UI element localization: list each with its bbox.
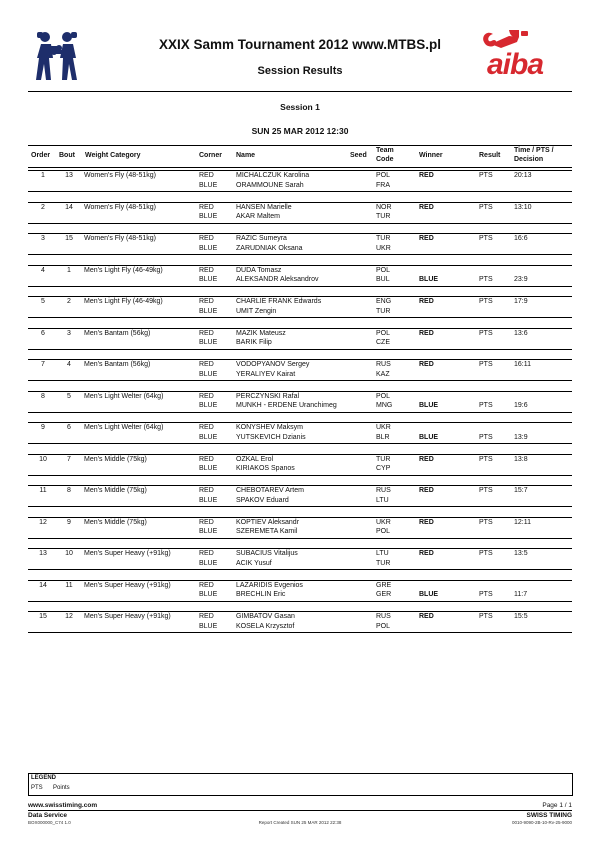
bout-winner: RED (419, 518, 434, 526)
blue-team: CZE (376, 339, 390, 346)
bout-weight-category: Men's Light Welter (64kg) (84, 392, 164, 400)
bout-number: 2 (67, 298, 71, 305)
red-team: POL (376, 329, 391, 337)
bout-winner: RED (419, 172, 434, 179)
bout-order: 1 (41, 172, 45, 179)
bout-row (28, 359, 572, 381)
legend-title: LEGEND (31, 775, 57, 781)
blue-team: POL (376, 528, 391, 535)
bout-weight-category: Men's Light Welter (64kg) (84, 424, 164, 431)
col-order: Order (31, 152, 51, 159)
bout-order: 7 (41, 361, 45, 368)
red-name: VODOPYANOV Sergey (236, 361, 310, 368)
red-corner: RED (199, 266, 214, 274)
blue-team: UKR (376, 244, 391, 252)
bout-weight-category: Women's Fly (48-51kg) (84, 172, 157, 179)
bout-result: PTS (479, 298, 493, 305)
blue-name: ZARUDNIAK Oksana (236, 244, 303, 252)
blue-corner: BLUE (199, 181, 218, 189)
bout-result: PTS (479, 235, 493, 242)
bout-number: 9 (67, 518, 71, 526)
col-corner: Corner (199, 152, 222, 159)
bout-score: 17:9 (514, 298, 528, 305)
red-name: KONYSHEV Maksym (236, 424, 303, 431)
blue-name: KOSELA Krzysztof (236, 622, 295, 630)
bout-score: 13:6 (514, 329, 528, 337)
aiba-logo-wordmark: aiba (487, 48, 544, 81)
bout-result: PTS (479, 613, 493, 620)
blue-corner: BLUE (199, 528, 218, 535)
bout-row (28, 485, 572, 507)
col-result: Result (479, 152, 501, 159)
col-time-line1: Time / PTS / (514, 147, 554, 154)
results-table-header (28, 145, 572, 168)
bout-winner: BLUE (419, 591, 439, 598)
bout-order: 9 (41, 424, 45, 431)
bout-score: 13:10 (514, 203, 532, 211)
blue-corner: BLUE (199, 433, 218, 441)
session-label: Session 1 (280, 102, 320, 112)
bout-weight-category: Men's Super Heavy (+91kg) (84, 550, 171, 557)
blue-team: CYP (376, 465, 391, 472)
blue-team: TUR (376, 213, 391, 220)
bout-row (28, 328, 572, 350)
bout-score: 15:7 (514, 487, 528, 494)
blue-name: SZEREMETA Kamil (236, 528, 298, 535)
blue-corner: BLUE (199, 465, 218, 472)
red-team: RUS (376, 613, 391, 620)
blue-team: TUR (376, 559, 391, 567)
bout-order: 4 (41, 266, 45, 274)
blue-team: FRA (376, 181, 390, 189)
red-corner: RED (199, 361, 214, 368)
red-team: TUR (376, 235, 391, 242)
red-name: CHEBOTAREV Artem (236, 487, 304, 494)
blue-team: TUR (376, 307, 391, 315)
bout-weight-category: Men's Middle (75kg) (84, 487, 147, 494)
blue-name: BARIK Filip (236, 339, 272, 346)
blue-name: MUNKH - ERDENE Uranchimeg (236, 402, 337, 409)
red-team: POL (376, 266, 391, 274)
col-team-code-line2: Code (376, 156, 394, 163)
footer-code-right: 0010-9090-2B-10-Rv-25-9000 (511, 820, 572, 825)
bout-winner: RED (419, 455, 434, 463)
footer-code-left: BOX000000_C74 1.0 (28, 820, 71, 825)
blue-team: KAZ (376, 370, 390, 378)
red-team: RUS (376, 361, 391, 368)
bout-weight-category: Men's Bantam (56kg) (84, 361, 151, 368)
bout-result: PTS (479, 455, 493, 463)
blue-name: SPAKOV Eduard (236, 496, 289, 504)
bout-number: 11 (65, 581, 73, 589)
footer-page-number: Page 1 / 1 (542, 802, 572, 809)
blue-name: ALEKSANDR Aleksandrov (236, 276, 319, 283)
bout-row (28, 265, 572, 287)
blue-name: YERALIYEV Kairat (236, 370, 296, 378)
bout-winner: RED (419, 361, 434, 368)
red-corner: RED (199, 613, 214, 620)
bout-row (28, 296, 572, 318)
red-team: TUR (376, 455, 391, 463)
blue-name: ORAMMOUNE Sarah (236, 181, 304, 189)
blue-team: GER (376, 591, 392, 598)
bout-winner: RED (419, 613, 434, 620)
bout-number: 14 (65, 203, 73, 211)
bout-order: 15 (39, 613, 47, 620)
bout-result: PTS (479, 329, 493, 337)
bout-number: 12 (65, 613, 73, 620)
red-name: OZKAL Erol (236, 455, 274, 463)
bout-result: PTS (479, 550, 493, 557)
footer-report-created: Report Created SUN 25 MAR 2012 22:38 (258, 820, 342, 825)
bout-row (28, 170, 572, 192)
red-team: UKR (376, 424, 391, 431)
red-team: RUS (376, 487, 391, 494)
blue-name: KIRIAKOS Spanos (236, 465, 295, 472)
page-title: XXIX Samm Tournament 2012 www.MTBS.pl (158, 37, 442, 52)
col-winner: Winner (419, 152, 443, 159)
red-team: GRE (376, 581, 392, 589)
blue-corner: BLUE (199, 496, 218, 504)
red-corner: RED (199, 298, 214, 305)
bout-weight-category: Men's Super Heavy (+91kg) (84, 613, 171, 620)
bout-winner: RED (419, 235, 434, 242)
footer-brand: SWISS TIMING (526, 812, 572, 819)
red-corner: RED (199, 329, 214, 337)
red-corner: RED (199, 581, 214, 589)
footer-divider (28, 810, 572, 811)
col-bout: Bout (59, 152, 75, 159)
bout-score: 15:5 (514, 613, 528, 620)
bout-number: 10 (65, 550, 73, 557)
bout-winner: RED (419, 487, 434, 494)
bout-row (28, 391, 572, 413)
red-corner: RED (199, 424, 214, 431)
footer-service: Data Service (28, 812, 68, 819)
red-name: LAZARIDIS Evgenios (236, 581, 303, 589)
bout-score: 11:7 (514, 591, 528, 598)
bout-order: 10 (39, 455, 47, 463)
blue-corner: BLUE (199, 591, 218, 598)
red-name: DUDA Tomasz (236, 266, 282, 274)
blue-corner: BLUE (199, 307, 218, 315)
red-name: PERCZYNSKI Rafal (236, 392, 300, 400)
bout-weight-category: Women's Fly (48-51kg) (84, 235, 157, 242)
blue-corner: BLUE (199, 276, 218, 283)
bout-score: 20:13 (514, 172, 532, 179)
blue-team: POL (376, 622, 391, 630)
bout-number: 13 (65, 172, 73, 179)
legend-meaning: Points (53, 785, 70, 791)
blue-corner: BLUE (199, 402, 218, 409)
bout-row (28, 422, 572, 444)
col-weight-category: Weight Category (85, 152, 141, 159)
bout-order: 3 (41, 235, 45, 242)
bout-result: PTS (479, 433, 493, 441)
bout-order: 2 (41, 203, 45, 211)
blue-team: BLR (376, 433, 390, 441)
blue-corner: BLUE (199, 559, 218, 567)
red-team: ENG (376, 298, 392, 305)
bout-number: 1 (67, 266, 71, 274)
bout-row (28, 202, 572, 224)
bout-result: PTS (479, 276, 493, 283)
bout-order: 12 (39, 518, 47, 526)
bout-result: PTS (479, 172, 493, 179)
red-corner: RED (199, 392, 214, 400)
red-corner: RED (199, 550, 214, 557)
bout-number: 5 (67, 392, 71, 400)
bout-number: 15 (65, 235, 73, 242)
blue-team: BUL (376, 276, 390, 283)
bout-number: 7 (67, 455, 71, 463)
bout-weight-category: Women's Fly (48-51kg) (84, 203, 157, 211)
blue-corner: BLUE (199, 339, 218, 346)
red-name: CHARLIE FRANK Edwards (236, 298, 322, 305)
blue-corner: BLUE (199, 244, 218, 252)
bout-order: 11 (39, 487, 47, 494)
blue-corner: BLUE (199, 370, 218, 378)
red-corner: RED (199, 518, 214, 526)
bout-number: 4 (67, 361, 71, 368)
red-name: GIMBATOV Gasan (236, 613, 295, 620)
bout-score: 13:5 (514, 550, 528, 557)
bout-score: 16:6 (514, 235, 528, 242)
bout-weight-category: Men's Middle (75kg) (84, 518, 147, 526)
bout-row (28, 548, 572, 570)
col-seed: Seed (350, 152, 367, 159)
red-corner: RED (199, 487, 214, 494)
red-team: LTU (376, 550, 389, 557)
legend-box (28, 773, 573, 796)
col-team-code-line1: Team (376, 147, 394, 154)
bout-result: PTS (479, 402, 493, 409)
bout-score: 13:8 (514, 455, 528, 463)
col-name: Name (236, 152, 256, 159)
bout-row (28, 517, 572, 539)
red-team: UKR (376, 518, 391, 526)
bout-number: 3 (67, 329, 71, 337)
header-divider (28, 91, 572, 92)
red-corner: RED (199, 455, 214, 463)
red-name: SUBACIUS Vitalijus (236, 550, 298, 557)
red-name: HANSEN Marielle (236, 203, 292, 211)
red-corner: RED (199, 172, 214, 179)
bout-number: 6 (67, 424, 71, 431)
legend-code: PTS (31, 785, 43, 791)
blue-corner: BLUE (199, 213, 218, 220)
bout-weight-category: Men's Super Heavy (+91kg) (84, 581, 171, 589)
bout-score: 16:11 (514, 361, 531, 368)
bout-order: 6 (41, 329, 45, 337)
blue-name: YUTSKEVICH Dzianis (236, 433, 306, 441)
bout-order: 14 (39, 581, 47, 589)
bout-row (28, 580, 572, 602)
col-time-line2: Decision (514, 156, 544, 163)
session-datetime: SUN 25 MAR 2012 12:30 (251, 126, 349, 136)
bout-order: 13 (39, 550, 47, 557)
bout-score: 23:9 (514, 276, 528, 283)
bout-score: 13:9 (514, 433, 528, 441)
blue-name: AKAR Maltem (236, 213, 280, 220)
bout-result: PTS (479, 518, 493, 526)
red-name: MICHALCZUK Karolina (236, 172, 310, 179)
red-name: RAZIC Sumeyra (236, 235, 287, 242)
bout-weight-category: Men's Light Fly (46-49kg) (84, 298, 163, 305)
blue-team: LTU (376, 496, 389, 504)
bout-score: 19:6 (514, 402, 528, 409)
bout-winner: RED (419, 203, 434, 211)
bout-order: 8 (41, 392, 45, 400)
red-corner: RED (199, 235, 214, 242)
bout-row (28, 454, 572, 476)
blue-name: BRECHLIN Eric (236, 591, 286, 598)
bout-weight-category: Men's Middle (75kg) (84, 455, 147, 463)
bout-weight-category: Men's Bantam (56kg) (84, 329, 151, 337)
red-name: KOPTIEV Aleksandr (236, 518, 300, 526)
red-name: MAZIK Mateusz (236, 329, 286, 337)
bout-winner: RED (419, 298, 434, 305)
blue-name: ACIK Yusuf (236, 559, 272, 567)
bout-result: PTS (479, 203, 493, 211)
bout-score: 12:11 (514, 518, 531, 526)
bout-number: 8 (67, 487, 71, 494)
bout-winner: BLUE (419, 276, 439, 283)
red-corner: RED (199, 203, 214, 211)
blue-team: MNG (376, 402, 393, 409)
red-team: POL (376, 172, 391, 179)
bout-weight-category: Men's Light Fly (46-49kg) (84, 266, 163, 274)
blue-corner: BLUE (199, 622, 218, 630)
bout-winner: RED (419, 329, 434, 337)
bout-order: 5 (41, 298, 45, 305)
bout-row (28, 233, 572, 255)
red-team: NOR (376, 203, 392, 211)
bout-result: PTS (479, 361, 493, 368)
red-team: POL (376, 392, 391, 400)
bout-winner: RED (419, 550, 434, 557)
page-subtitle: Session Results (257, 65, 343, 77)
footer-website-link[interactable]: www.swisstiming.com (28, 802, 98, 809)
bout-result: PTS (479, 591, 493, 598)
bout-row (28, 611, 572, 633)
blue-name: UMIT Zengin (236, 307, 277, 315)
bout-winner: BLUE (419, 433, 439, 441)
bout-winner: BLUE (419, 402, 439, 409)
bout-result: PTS (479, 487, 493, 494)
